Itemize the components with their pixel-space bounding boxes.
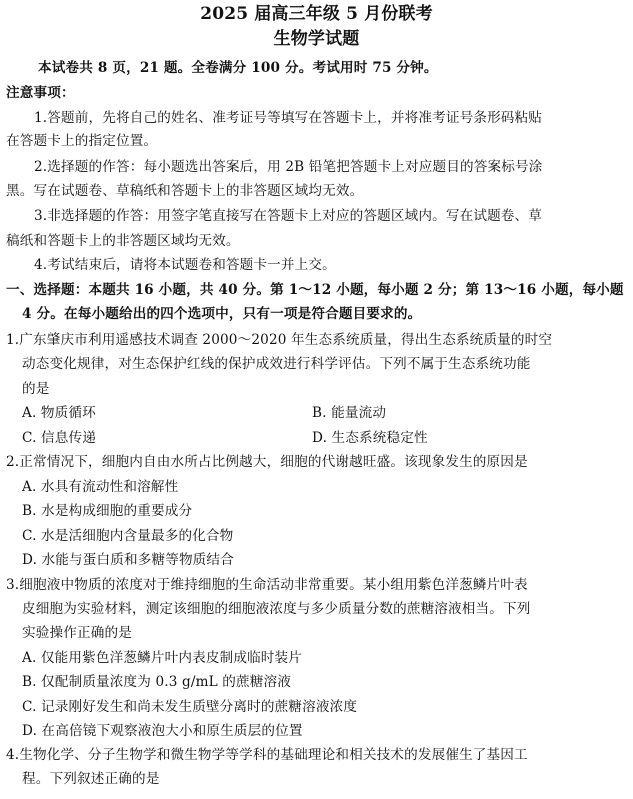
question-stem: 的是 — [22, 381, 50, 397]
question-stem: 皮细胞为实验材料，测定该细胞的细胞液浓度与多少质量分数的蔗糖溶液相当。下列 — [22, 601, 531, 617]
exam-subject: 生物学试题 — [273, 29, 360, 49]
question-stem: 实验操作正确的是 — [22, 625, 132, 641]
notice-item: 2.选择题的作答：每小题选出答案后，用 2B 铅笔把答题卡上对应题目的答案标号涂 — [34, 159, 543, 175]
exam-title: 2025 届高三年级 5 月份联考 — [200, 4, 433, 24]
question-stem: 3.细胞液中物质的浓度对于维持细胞的生命活动非常重要。某小组用紫色洋葱鳞片叶表 — [6, 577, 528, 593]
option-c: C. 信息传递 — [22, 430, 96, 446]
exam-info: 本试卷共 8 页，21 题。全卷满分 100 分。考试用时 75 分钟。 — [38, 60, 438, 76]
option-d: D. 生态系统稳定性 — [312, 430, 428, 446]
option-c: C. 水是活细胞内含量最多的化合物 — [22, 528, 234, 544]
option-a: A. 水具有流动性和溶解性 — [22, 479, 179, 495]
section-heading: 一、选择题：本题共 16 小题，共 40 分。第 1～12 小题，每小题 2 分；第 13～16 小题，每小题 — [6, 282, 624, 298]
notice-item: 黑。写在试题卷、草稿纸和答题卡上的非答题区域均无效。 — [6, 183, 364, 199]
notice-item: 3.非选择题的作答：用签字笔直接写在答题卡上对应的答题区域内。写在试题卷、草 — [34, 208, 543, 224]
option-b: B. 水是构成细胞的重要成分 — [22, 503, 193, 519]
option-a: A. 仅能用紫色洋葱鳞片叶内表皮制成临时装片 — [22, 650, 303, 666]
option-a: A. 物质循环 — [22, 405, 96, 421]
question-stem: 4.生物化学、分子生物学和微生物学等学科的基础理论和相关技术的发展催生了基因工 — [6, 747, 528, 763]
notice-item: 4.考试结束后，请将本试题卷和答题卡一并上交。 — [34, 257, 336, 273]
question-stem: 2.正常情况下，细胞内自由水所占比例越大，细胞的代谢越旺盛。该现象发生的原因是 — [6, 454, 528, 470]
option-b: B. 仅配制质量浓度为 0.3 g/mL 的蔗糖溶液 — [22, 674, 292, 690]
notice-item: 1.答题前，先将自己的姓名、准考证号等填写在答题卡上，并将准考证号条形码粘贴 — [34, 110, 543, 126]
option-d: D. 在高倍镜下观察液泡大小和原生质层的位置 — [22, 723, 303, 739]
option-b: B. 能量流动 — [312, 405, 387, 421]
notice-heading: 注意事项： — [6, 85, 75, 101]
notice-item: 在答题卡上的指定位置。 — [6, 133, 158, 149]
notice-item: 稿纸和答题卡上的非答题区域均无效。 — [6, 233, 240, 249]
option-c: C. 记录刚好发生和尚未发生质壁分离时的蔗糖溶液浓度 — [22, 699, 358, 715]
section-instruction: 4 分。在每小题给出的四个选项中，只有一项是符合题目要求的。 — [22, 306, 422, 322]
option-d: D. 水能与蛋白质和多糖等物质结合 — [22, 552, 234, 568]
question-stem: 1.广东肇庆市利用遥感技术调查 2000～2020 年生态系统质量，得出生态系统质量的时空 — [6, 332, 553, 348]
question-stem: 动态变化规律，对生态保护红线的保护成效进行科学评估。下列不属于生态系统功能 — [22, 356, 531, 372]
question-stem: 程。下列叙述正确的是 — [22, 771, 160, 787]
